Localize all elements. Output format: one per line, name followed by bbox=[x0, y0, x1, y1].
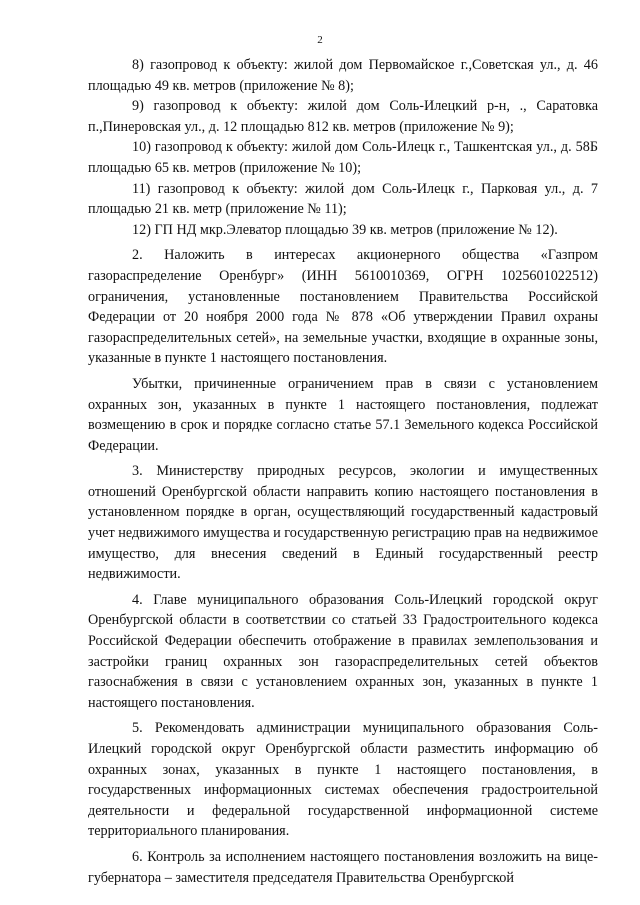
paragraph-item-9: 9) газопровод к объекту: жилой дом Соль-Илецкий р-н, ., Саратовка п.,Пинеровская ул., д. 12 площадью 812 кв. метров (приложение № 9); bbox=[88, 98, 598, 135]
paragraph-clause-3: 3. Министерству природных ресурсов, экологии и имущественных отношений Оренбургской области направить копию настоящего постановления в установленном порядке в орган, осуществляющий государственный кадастровый учет недвижимого имущества и государственную регистрацию прав на недвижимое имущество, для внесения сведений в Единый государственный реестр недвижимости. bbox=[88, 463, 598, 583]
paragraph-item-10: 10) газопровод к объекту: жилой дом Соль-Илецк г., Ташкентская ул., д. 58Б площадью 65 кв. метров (приложение № 10); bbox=[88, 139, 598, 176]
paragraph-clause-4: 4. Главе муниципального образования Соль-Илецкий городской округ Оренбургской области в соответствии со статьей 33 Градостроительного кодекса Российской Федерации обеспечить отображение в правилах землепользования и застройки границ охранных зон газораспределительных сетей объектов газоснабжения в связи с установлением охранных зон, указанных в пункте 1 настоящего постановления. bbox=[88, 591, 598, 711]
paragraph-item-11: 11) газопровод к объекту: жилой дом Соль-Илецк г., Парковая ул., д. 7 площадью 21 кв. метр (приложение № 11); bbox=[88, 180, 598, 218]
document-body bbox=[88, 55, 598, 888]
paragraph-losses: Убытки, причиненные ограничением прав в связи с установлением охранных зон, указанных в пункте 1 настоящего постановления, подлежат возмещению в срок и порядке согласно статье 57.1 Земельного кодекса Российской Федерации. bbox=[88, 375, 598, 454]
page-number: 2 bbox=[317, 34, 323, 46]
paragraph-item-8: 8) газопровод к объекту: жилой дом Первомайское г.,Советская ул., д. 46 площадью 49 кв. метров (приложение № 8); bbox=[88, 57, 598, 94]
paragraph-clause-5: 5. Рекомендовать администрации муниципального образования Соль-Илецкий городской округ Оренбургской области разместить информацию об охранных зонах, указанных в пункте 1 настоящего постановления, в государственных информационных системах обеспечения градостроительной деятельности и федеральной государственной информационной системе территориального планирования. bbox=[88, 720, 598, 840]
paragraph-clause-6: 6. Контроль за исполнением настоящего постановления возложить на вице-губернатора – заместителя председателя Правительства Оренбургской bbox=[88, 848, 598, 886]
paragraph-clause-2: 2. Наложить в интересах акционерного общества «Газпром газораспределение Оренбург» (ИНН 5610010369, ОГРН 1025601022512) ограничения, установленные постановлением Правительства Российской Федерации от 20 ноября 2000 года № 878 «Об утверждении Правил охраны газораспределительных сетей», на земельные участки, входящие в охранные зоны, указанные в пункте 1 настоящего постановления. bbox=[88, 247, 598, 367]
paragraph-item-12: 12) ГП НД мкр.Элеватор площадью 39 кв. метров (приложение № 12). bbox=[132, 221, 558, 238]
